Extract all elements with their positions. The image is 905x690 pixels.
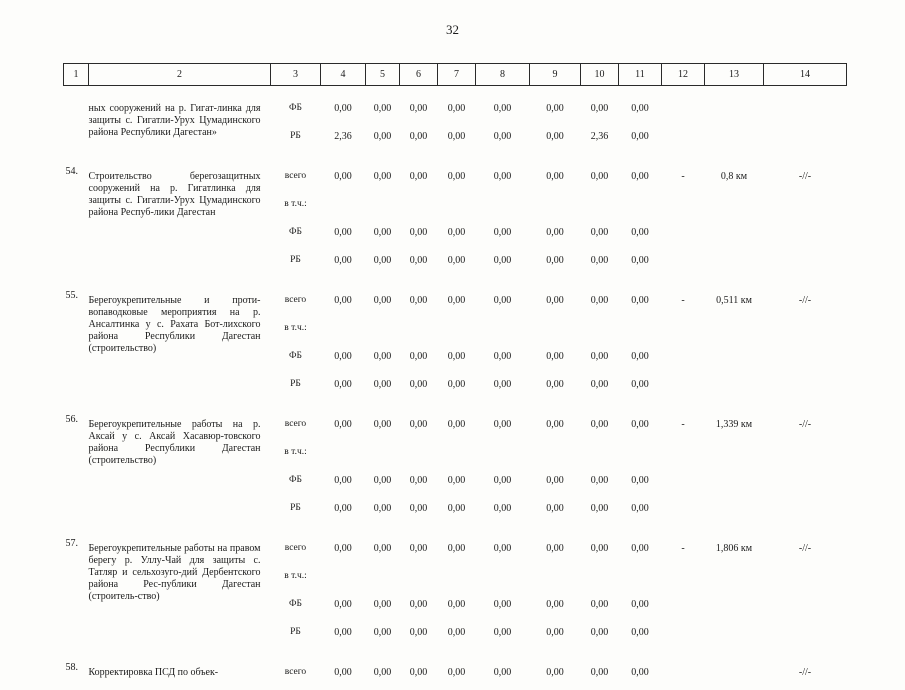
row-number bbox=[64, 98, 89, 154]
value-cell: 0,00 bbox=[590, 599, 609, 610]
value-cell bbox=[530, 318, 581, 346]
value-cell: 0,00 bbox=[546, 103, 564, 114]
value-cell: 0,00 bbox=[493, 379, 512, 390]
value-cell: 0,00 bbox=[409, 419, 428, 430]
value-cell: 0,00 bbox=[631, 295, 649, 306]
value-cell bbox=[366, 318, 400, 346]
funding-source: ФБ bbox=[289, 227, 302, 237]
value-cell bbox=[581, 566, 619, 594]
value-cell bbox=[619, 318, 662, 346]
value-cell: 0,00 bbox=[493, 351, 512, 362]
value-cell: 0,00 bbox=[447, 667, 466, 678]
value-cell: 0,00 bbox=[373, 171, 392, 182]
funding-source: РБ bbox=[290, 503, 301, 513]
length-value bbox=[705, 662, 764, 690]
funding-source: ФБ bbox=[289, 351, 302, 361]
value-cell: 0,00 bbox=[493, 255, 512, 266]
note-cell bbox=[764, 98, 847, 154]
value-cell: 0,00 bbox=[373, 131, 392, 142]
indicator-dash: - bbox=[681, 295, 685, 306]
column-header-6: 6 bbox=[400, 64, 438, 86]
value-cell: 0,00 bbox=[493, 131, 512, 142]
column-header-5: 5 bbox=[366, 64, 400, 86]
value-cell: 0,00 bbox=[409, 627, 428, 638]
value-cell: 0,00 bbox=[546, 131, 564, 142]
value-cell: 0,00 bbox=[373, 543, 392, 554]
column-header-1: 1 bbox=[64, 64, 89, 86]
funding-source: РБ bbox=[290, 131, 301, 141]
indicator-dash: - bbox=[681, 171, 685, 182]
indicator-dash bbox=[662, 662, 705, 690]
value-cell bbox=[438, 566, 476, 594]
project-name: ных сооружений на р. Гигат-линка для защиты с. Гигатли-Урух Цумадинского района Республики Дагестан» bbox=[88, 103, 261, 138]
value-cell bbox=[476, 318, 530, 346]
value-cell: 0,00 bbox=[334, 255, 352, 266]
funding-source: всего bbox=[284, 543, 307, 553]
value-cell: 0,00 bbox=[334, 379, 352, 390]
value-cell: 0,00 bbox=[409, 295, 428, 306]
value-cell bbox=[321, 194, 366, 222]
value-cell: 0,00 bbox=[373, 227, 392, 238]
indicator-dash: - bbox=[681, 543, 685, 554]
header-row bbox=[64, 64, 847, 86]
value-cell: 0,00 bbox=[546, 475, 564, 486]
value-cell: 0,00 bbox=[493, 295, 512, 306]
value-cell: 0,00 bbox=[373, 255, 392, 266]
value-cell bbox=[400, 194, 438, 222]
value-cell: 0,00 bbox=[631, 227, 649, 238]
value-cell: 0,00 bbox=[447, 627, 466, 638]
value-cell: 0,00 bbox=[590, 379, 609, 390]
value-cell bbox=[619, 566, 662, 594]
value-cell: 0,00 bbox=[373, 599, 392, 610]
project-name: Строительство берегозащитных сооружений на р. Гигатлинка для защиты с. Гигатли-Урух Цумадинского района Респуб-лики Дагестан bbox=[88, 171, 261, 218]
value-cell: 0,00 bbox=[334, 543, 352, 554]
value-cell: 0,00 bbox=[590, 171, 609, 182]
value-cell: 0,00 bbox=[493, 475, 512, 486]
funding-source: всего bbox=[284, 295, 307, 305]
column-header-12: 12 bbox=[662, 64, 705, 86]
value-cell: 0,00 bbox=[546, 227, 564, 238]
note-cell: -//- bbox=[798, 667, 812, 678]
note-cell: -//- bbox=[798, 543, 812, 554]
value-cell: 0,00 bbox=[590, 255, 609, 266]
funding-source: всего bbox=[284, 419, 307, 429]
value-cell: 0,00 bbox=[590, 227, 609, 238]
value-cell: 0,00 bbox=[373, 103, 392, 114]
value-cell: 0,00 bbox=[334, 103, 352, 114]
value-cell: 0,00 bbox=[447, 503, 466, 514]
row-number: 55. bbox=[65, 290, 78, 301]
value-cell: 0,00 bbox=[590, 503, 609, 514]
value-cell: 0,00 bbox=[373, 503, 392, 514]
value-cell: 0,00 bbox=[546, 255, 564, 266]
value-cell: 0,00 bbox=[334, 599, 352, 610]
value-cell bbox=[581, 318, 619, 346]
length-value: 1,806 км bbox=[715, 543, 753, 554]
funding-source: всего bbox=[284, 667, 307, 677]
value-cell bbox=[619, 442, 662, 470]
value-cell: 0,00 bbox=[590, 419, 609, 430]
value-cell: 2,36 bbox=[334, 131, 352, 142]
value-cell: 0,00 bbox=[447, 351, 466, 362]
value-cell: 0,00 bbox=[409, 171, 428, 182]
value-cell: 0,00 bbox=[546, 351, 564, 362]
funding-source: в т.ч.: bbox=[284, 447, 307, 457]
value-cell: 0,00 bbox=[447, 227, 466, 238]
value-cell: 0,00 bbox=[447, 543, 466, 554]
project-name: Корректировка ПСД по объек- bbox=[88, 667, 219, 678]
value-cell: 0,00 bbox=[546, 667, 564, 678]
value-cell: 0,00 bbox=[373, 351, 392, 362]
value-cell: 0,00 bbox=[631, 171, 649, 182]
budget-table bbox=[63, 63, 847, 690]
column-header-7: 7 bbox=[438, 64, 476, 86]
value-cell bbox=[366, 442, 400, 470]
value-cell: 0,00 bbox=[493, 667, 512, 678]
value-cell: 0,00 bbox=[590, 667, 609, 678]
value-cell: 0,00 bbox=[590, 475, 609, 486]
indicator-dash: - bbox=[681, 419, 685, 430]
value-cell: 0,00 bbox=[493, 103, 512, 114]
value-cell: 0,00 bbox=[493, 227, 512, 238]
value-cell: 0,00 bbox=[546, 171, 564, 182]
value-cell: 0,00 bbox=[631, 131, 649, 142]
value-cell: 0,00 bbox=[546, 599, 564, 610]
column-header-10: 10 bbox=[581, 64, 619, 86]
value-cell: 0,00 bbox=[546, 627, 564, 638]
funding-source: в т.ч.: bbox=[284, 571, 307, 581]
value-cell: 0,00 bbox=[546, 419, 564, 430]
column-header-13: 13 bbox=[705, 64, 764, 86]
value-cell: 0,00 bbox=[373, 295, 392, 306]
value-cell: 0,00 bbox=[546, 295, 564, 306]
value-cell: 0,00 bbox=[334, 627, 352, 638]
value-cell: 0,00 bbox=[409, 379, 428, 390]
value-cell: 0,00 bbox=[373, 667, 392, 678]
value-cell: 0,00 bbox=[373, 419, 392, 430]
value-cell bbox=[321, 318, 366, 346]
value-cell: 0,00 bbox=[631, 103, 649, 114]
note-cell: -//- bbox=[798, 295, 812, 306]
value-cell: 0,00 bbox=[334, 351, 352, 362]
column-header-14: 14 bbox=[764, 64, 847, 86]
value-cell: 0,00 bbox=[546, 379, 564, 390]
column-header-9: 9 bbox=[530, 64, 581, 86]
funding-source: РБ bbox=[290, 379, 301, 389]
value-cell bbox=[476, 194, 530, 222]
value-cell: 0,00 bbox=[409, 667, 428, 678]
value-cell: 0,00 bbox=[631, 503, 649, 514]
value-cell: 2,36 bbox=[590, 131, 609, 142]
value-cell: 0,00 bbox=[590, 543, 609, 554]
column-header-2: 2 bbox=[89, 64, 271, 86]
value-cell: 0,00 bbox=[334, 503, 352, 514]
row-number: 56. bbox=[65, 414, 78, 425]
value-cell bbox=[366, 194, 400, 222]
value-cell bbox=[581, 194, 619, 222]
value-cell: 0,00 bbox=[590, 295, 609, 306]
value-cell bbox=[400, 442, 438, 470]
value-cell: 0,00 bbox=[409, 503, 428, 514]
value-cell: 0,00 bbox=[409, 255, 428, 266]
value-cell: 0,00 bbox=[493, 171, 512, 182]
row-number: 58. bbox=[65, 662, 78, 673]
value-cell bbox=[476, 442, 530, 470]
column-header-11: 11 bbox=[619, 64, 662, 86]
funding-source: в т.ч.: bbox=[284, 199, 307, 209]
indicator-dash bbox=[662, 98, 705, 154]
value-cell: 0,00 bbox=[546, 543, 564, 554]
value-cell: 0,00 bbox=[590, 627, 609, 638]
value-cell: 0,00 bbox=[447, 103, 466, 114]
value-cell: 0,00 bbox=[334, 475, 352, 486]
funding-source: РБ bbox=[290, 627, 301, 637]
value-cell bbox=[400, 318, 438, 346]
funding-source: ФБ bbox=[289, 103, 302, 113]
value-cell: 0,00 bbox=[447, 255, 466, 266]
value-cell: 0,00 bbox=[373, 475, 392, 486]
project-name: Берегоукрепительные работы на правом берегу р. Уллу-Чай для защиты с. Татляр и сельхозуго-дий Дербентского района Рес-публики Дагестан (строитель-ство) bbox=[88, 543, 261, 602]
value-cell: 0,00 bbox=[409, 131, 428, 142]
value-cell bbox=[619, 194, 662, 222]
value-cell: 0,00 bbox=[631, 379, 649, 390]
project-name: Берегоукрепительные и проти-вопаводковые мероприятия на р. Ансалтинка у с. Рахата Бот-лихского района Республики Дагестан (строительство) bbox=[88, 295, 261, 354]
value-cell: 0,00 bbox=[493, 419, 512, 430]
table-row bbox=[64, 662, 847, 690]
value-cell: 0,00 bbox=[447, 599, 466, 610]
value-cell: 0,00 bbox=[590, 351, 609, 362]
value-cell: 0,00 bbox=[493, 503, 512, 514]
value-cell bbox=[438, 318, 476, 346]
value-cell: 0,00 bbox=[334, 295, 352, 306]
table-row bbox=[64, 538, 847, 566]
length-value bbox=[705, 98, 764, 154]
value-cell: 0,00 bbox=[447, 295, 466, 306]
value-cell: 0,00 bbox=[409, 351, 428, 362]
value-cell: 0,00 bbox=[409, 543, 428, 554]
value-cell: 0,00 bbox=[334, 667, 352, 678]
funding-source: РБ bbox=[290, 255, 301, 265]
value-cell: 0,00 bbox=[447, 475, 466, 486]
value-cell: 0,00 bbox=[447, 379, 466, 390]
value-cell: 0,00 bbox=[590, 103, 609, 114]
value-cell: 0,00 bbox=[334, 227, 352, 238]
funding-source: ФБ bbox=[289, 599, 302, 609]
value-cell: 0,00 bbox=[373, 627, 392, 638]
value-cell bbox=[400, 566, 438, 594]
length-value: 0,511 км bbox=[716, 295, 752, 306]
value-cell: 0,00 bbox=[631, 475, 649, 486]
value-cell: 0,00 bbox=[447, 171, 466, 182]
funding-source: всего bbox=[284, 171, 307, 181]
page-number: 32 bbox=[446, 22, 459, 37]
value-cell: 0,00 bbox=[409, 227, 428, 238]
value-cell: 0,00 bbox=[546, 503, 564, 514]
value-cell bbox=[530, 442, 581, 470]
value-cell: 0,00 bbox=[631, 543, 649, 554]
length-value: 0,8 км bbox=[720, 171, 748, 182]
value-cell: 0,00 bbox=[631, 419, 649, 430]
value-cell: 0,00 bbox=[493, 627, 512, 638]
value-cell bbox=[321, 442, 366, 470]
value-cell: 0,00 bbox=[334, 419, 352, 430]
note-cell: -//- bbox=[798, 419, 812, 430]
funding-source: ФБ bbox=[289, 475, 302, 485]
value-cell bbox=[321, 566, 366, 594]
row-number: 57. bbox=[65, 538, 78, 549]
value-cell bbox=[438, 442, 476, 470]
value-cell bbox=[438, 194, 476, 222]
value-cell bbox=[476, 566, 530, 594]
value-cell: 0,00 bbox=[493, 543, 512, 554]
value-cell: 0,00 bbox=[631, 627, 649, 638]
column-header-3: 3 bbox=[271, 64, 321, 86]
value-cell bbox=[530, 566, 581, 594]
value-cell: 0,00 bbox=[447, 131, 466, 142]
value-cell bbox=[366, 566, 400, 594]
table-row bbox=[64, 166, 847, 194]
value-cell bbox=[581, 442, 619, 470]
project-name: Берегоукрепительные работы на р. Аксай у с. Аксай Хасавюр-товского района Республики Дагестан (строительство) bbox=[88, 419, 261, 466]
value-cell: 0,00 bbox=[409, 599, 428, 610]
table-row bbox=[64, 98, 847, 126]
value-cell: 0,00 bbox=[334, 171, 352, 182]
row-number: 54. bbox=[65, 166, 78, 177]
column-header-4: 4 bbox=[321, 64, 366, 86]
value-cell: 0,00 bbox=[373, 379, 392, 390]
table-row bbox=[64, 414, 847, 442]
value-cell: 0,00 bbox=[447, 419, 466, 430]
value-cell: 0,00 bbox=[409, 103, 428, 114]
value-cell: 0,00 bbox=[631, 667, 649, 678]
table-row bbox=[64, 290, 847, 318]
length-value: 1,339 км bbox=[715, 419, 753, 430]
value-cell: 0,00 bbox=[493, 599, 512, 610]
note-cell: -//- bbox=[798, 171, 812, 182]
value-cell: 0,00 bbox=[409, 475, 428, 486]
value-cell: 0,00 bbox=[631, 599, 649, 610]
value-cell: 0,00 bbox=[631, 255, 649, 266]
value-cell: 0,00 bbox=[631, 351, 649, 362]
column-header-8: 8 bbox=[476, 64, 530, 86]
funding-source: в т.ч.: bbox=[284, 323, 307, 333]
value-cell bbox=[530, 194, 581, 222]
